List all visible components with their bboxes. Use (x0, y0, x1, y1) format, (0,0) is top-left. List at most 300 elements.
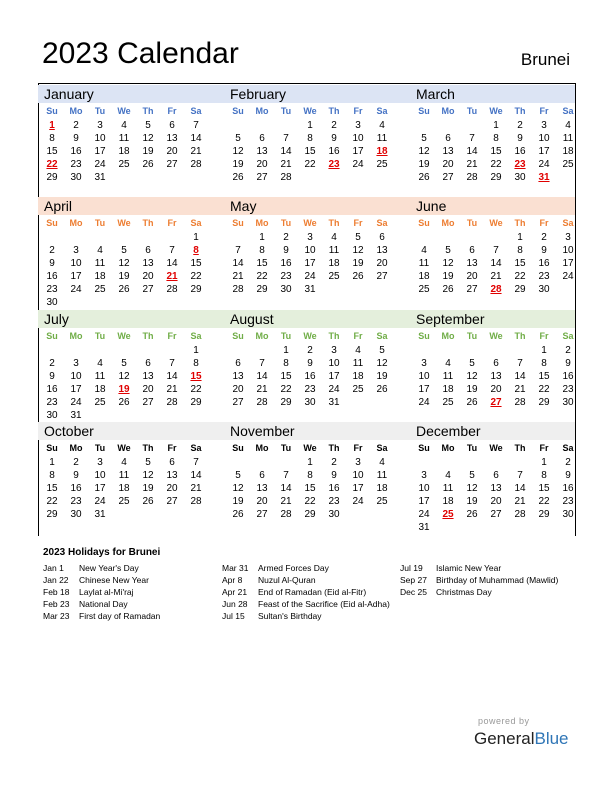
weekday-label: Sa (190, 218, 202, 228)
month-october (40, 422, 212, 521)
holiday-item (43, 610, 213, 622)
day-cell: 31 (94, 172, 106, 183)
day-cell: 1 (193, 345, 199, 356)
day-cell: 25 (94, 397, 106, 408)
month-title: November (230, 423, 295, 439)
day-cell: 4 (379, 120, 385, 131)
day-cell: 5 (379, 345, 385, 356)
day-cell: 6 (235, 358, 241, 369)
day-cell: 6 (145, 358, 151, 369)
empty-cell (136, 231, 160, 244)
holiday-day: 19 (118, 384, 130, 395)
day-cell: 29 (490, 172, 502, 183)
month-may (226, 197, 398, 296)
holiday-name: Chinese New Year (79, 575, 149, 585)
holiday-name: New Year's Day (79, 563, 139, 573)
weekday-label: Su (418, 443, 430, 453)
holiday-item (222, 562, 392, 574)
days-grid (40, 231, 212, 309)
day-cell: 19 (418, 159, 430, 170)
weekday-label: Tu (466, 106, 478, 116)
weekday-label: We (303, 443, 317, 453)
day-cell: 11 (562, 133, 574, 144)
day-cell: 7 (193, 120, 199, 131)
day-cell: 27 (166, 159, 178, 170)
weekday-label: Sa (562, 443, 574, 453)
day-cell: 3 (97, 120, 103, 131)
day-cell: 15 (304, 146, 316, 157)
day-cell: 2 (283, 232, 289, 243)
day-cell: 24 (352, 159, 364, 170)
weekday-label: Th (142, 443, 154, 453)
day-cell: 7 (235, 245, 241, 256)
day-cell: 28 (190, 496, 202, 507)
weekday-label: Th (514, 443, 526, 453)
day-cell: 5 (121, 358, 127, 369)
day-cell: 6 (493, 358, 499, 369)
empty-cell (226, 456, 250, 469)
day-cell: 27 (376, 271, 388, 282)
holiday-date: Jan 22 (43, 575, 69, 585)
day-cell: 17 (538, 146, 550, 157)
day-cell: 8 (283, 358, 289, 369)
weekday-label: Th (514, 331, 526, 341)
day-cell: 17 (70, 384, 82, 395)
generalblue-logo[interactable] (474, 729, 569, 749)
weekday-label: Th (328, 106, 340, 116)
weekday-header (412, 103, 584, 119)
day-cell: 13 (166, 133, 178, 144)
day-cell: 30 (70, 172, 82, 183)
month-november (226, 422, 398, 521)
day-cell: 12 (232, 146, 244, 157)
day-cell: 15 (538, 371, 550, 382)
month-title: June (416, 198, 447, 214)
day-cell: 11 (352, 358, 364, 369)
weekday-label: We (117, 443, 131, 453)
month-december (412, 422, 584, 534)
day-cell: 7 (493, 245, 499, 256)
holiday-day: 28 (490, 284, 502, 295)
month-title: September (416, 311, 485, 327)
empty-cell (112, 231, 136, 244)
day-cell: 14 (166, 371, 178, 382)
day-cell: 12 (466, 483, 478, 494)
day-cell: 10 (352, 133, 364, 144)
weekday-label: Su (232, 106, 244, 116)
weekday-label: Th (328, 218, 340, 228)
day-cell: 12 (142, 470, 154, 481)
day-cell: 10 (328, 358, 340, 369)
holiday-date: Apr 21 (222, 587, 248, 597)
day-cell: 13 (166, 470, 178, 481)
day-cell: 16 (304, 371, 316, 382)
day-cell: 25 (118, 496, 130, 507)
day-cell: 1 (541, 345, 547, 356)
holiday-day: 25 (442, 509, 454, 520)
holiday-date: Jul 15 (222, 611, 245, 621)
day-cell: 21 (190, 146, 202, 157)
day-cell: 1 (541, 457, 547, 468)
day-cell: 27 (166, 496, 178, 507)
day-cell: 21 (232, 271, 244, 282)
day-cell: 7 (283, 133, 289, 144)
weekday-label: Fr (539, 443, 549, 453)
day-cell: 28 (280, 509, 292, 520)
day-cell: 27 (466, 284, 478, 295)
day-cell: 2 (73, 457, 79, 468)
weekday-label: Th (142, 218, 154, 228)
day-cell: 10 (538, 133, 550, 144)
day-cell: 12 (442, 258, 454, 269)
day-cell: 16 (562, 371, 574, 382)
day-cell: 8 (259, 245, 265, 256)
days-grid (412, 119, 584, 184)
empty-cell (460, 456, 484, 469)
month-title: March (416, 86, 455, 102)
day-cell: 8 (193, 358, 199, 369)
day-cell: 29 (538, 509, 550, 520)
weekday-label: Sa (190, 443, 202, 453)
month-april (40, 197, 212, 309)
day-cell: 30 (514, 172, 526, 183)
weekday-label: Sa (190, 331, 202, 341)
day-cell: 20 (466, 271, 478, 282)
day-cell: 1 (193, 232, 199, 243)
day-cell: 5 (235, 133, 241, 144)
holiday-item (43, 586, 213, 598)
weekday-label: Th (514, 106, 526, 116)
day-cell: 27 (232, 397, 244, 408)
day-cell: 5 (355, 232, 361, 243)
holiday-date: Mar 23 (43, 611, 70, 621)
day-cell: 9 (565, 470, 571, 481)
day-cell: 30 (562, 397, 574, 408)
day-cell: 23 (280, 271, 292, 282)
day-cell: 30 (46, 297, 58, 308)
day-cell: 10 (70, 371, 82, 382)
day-cell: 31 (304, 284, 316, 295)
weekday-label: Fr (353, 218, 363, 228)
day-cell: 21 (166, 384, 178, 395)
day-cell: 23 (562, 384, 574, 395)
page-title: 2023 Calendar (42, 37, 239, 70)
day-cell: 29 (280, 397, 292, 408)
weekday-header (412, 215, 584, 231)
day-cell: 8 (541, 470, 547, 481)
day-cell: 18 (118, 146, 130, 157)
day-cell: 16 (538, 258, 550, 269)
day-cell: 21 (190, 483, 202, 494)
weekday-label: Tu (94, 331, 106, 341)
empty-cell (274, 119, 298, 132)
holiday-name: End of Ramadan (Eid al-Fitr) (258, 587, 367, 597)
day-cell: 10 (94, 133, 106, 144)
day-cell: 3 (73, 358, 79, 369)
day-cell: 20 (256, 159, 268, 170)
day-cell: 14 (280, 483, 292, 494)
day-cell: 8 (517, 245, 523, 256)
weekday-label: Fr (539, 106, 549, 116)
day-cell: 14 (232, 258, 244, 269)
day-cell: 6 (169, 120, 175, 131)
day-cell: 22 (514, 271, 526, 282)
day-cell: 14 (190, 470, 202, 481)
holiday-day: 27 (490, 397, 502, 408)
holiday-date: Jan 1 (43, 563, 64, 573)
day-cell: 4 (331, 232, 337, 243)
day-cell: 4 (97, 245, 103, 256)
day-cell: 9 (331, 133, 337, 144)
day-cell: 10 (304, 245, 316, 256)
weekday-label: Mo (441, 106, 455, 116)
day-cell: 27 (442, 172, 454, 183)
day-cell: 16 (514, 146, 526, 157)
empty-cell (508, 344, 532, 357)
day-cell: 7 (469, 133, 475, 144)
day-cell: 26 (118, 284, 130, 295)
day-cell: 8 (307, 133, 313, 144)
holiday-day: 18 (376, 146, 388, 157)
day-cell: 19 (232, 496, 244, 507)
day-cell: 17 (352, 483, 364, 494)
day-cell: 7 (169, 245, 175, 256)
day-cell: 15 (256, 258, 268, 269)
weekday-label: Sa (190, 106, 202, 116)
holiday-item (222, 610, 392, 622)
day-cell: 3 (307, 232, 313, 243)
day-cell: 8 (49, 133, 55, 144)
days-grid (226, 344, 398, 409)
day-cell: 18 (94, 384, 106, 395)
day-cell: 29 (304, 509, 316, 520)
day-cell: 11 (442, 483, 454, 494)
holiday-name: Birthday of Muhammad (Mawlid) (436, 575, 559, 585)
brand-blue: Blue (534, 729, 569, 748)
days-grid (226, 119, 398, 184)
day-cell: 18 (376, 483, 388, 494)
day-cell: 19 (232, 159, 244, 170)
day-cell: 19 (142, 483, 154, 494)
day-cell: 29 (256, 284, 268, 295)
day-cell: 30 (328, 509, 340, 520)
day-cell: 24 (304, 271, 316, 282)
empty-cell (250, 344, 274, 357)
day-cell: 17 (418, 496, 430, 507)
day-cell: 29 (538, 397, 550, 408)
empty-cell (436, 456, 460, 469)
holiday-date: Mar 31 (222, 563, 249, 573)
day-cell: 20 (142, 384, 154, 395)
day-cell: 15 (304, 483, 316, 494)
weekday-label: Mo (69, 331, 83, 341)
day-cell: 14 (256, 371, 268, 382)
holiday-name: Laylat al-Mi'raj (79, 587, 134, 597)
day-cell: 23 (46, 284, 58, 295)
day-cell: 30 (46, 410, 58, 421)
weekday-label: Su (232, 331, 244, 341)
empty-cell (484, 456, 508, 469)
day-cell: 14 (166, 258, 178, 269)
day-cell: 23 (70, 159, 82, 170)
day-cell: 14 (466, 146, 478, 157)
day-cell: 15 (46, 483, 58, 494)
holiday-item (400, 586, 570, 598)
month-title: April (44, 198, 73, 214)
empty-cell (250, 119, 274, 132)
day-cell: 22 (256, 271, 268, 282)
day-cell: 26 (232, 172, 244, 183)
day-cell: 11 (94, 258, 106, 269)
day-cell: 9 (49, 258, 55, 269)
weekday-label: We (117, 106, 131, 116)
weekday-label: Sa (562, 331, 574, 341)
day-cell: 18 (352, 371, 364, 382)
day-cell: 15 (514, 258, 526, 269)
day-cell: 12 (418, 146, 430, 157)
weekday-label: We (117, 218, 131, 228)
day-cell: 28 (166, 397, 178, 408)
day-cell: 4 (97, 358, 103, 369)
day-cell: 31 (328, 397, 340, 408)
holiday-name: First day of Ramadan (79, 611, 161, 621)
holiday-name: National Day (79, 599, 128, 609)
day-cell: 20 (142, 271, 154, 282)
weekday-label: Mo (255, 218, 269, 228)
days-grid (412, 231, 584, 296)
day-cell: 1 (283, 345, 289, 356)
holiday-date: Jun 28 (222, 599, 248, 609)
day-cell: 13 (466, 258, 478, 269)
day-cell: 6 (493, 470, 499, 481)
day-cell: 6 (379, 232, 385, 243)
day-cell: 19 (466, 384, 478, 395)
day-cell: 11 (376, 470, 388, 481)
day-cell: 21 (490, 271, 502, 282)
day-cell: 21 (280, 496, 292, 507)
day-cell: 24 (418, 509, 430, 520)
day-cell: 19 (118, 271, 130, 282)
weekday-label: Sa (562, 218, 574, 228)
weekday-label: Su (418, 218, 430, 228)
day-cell: 29 (190, 284, 202, 295)
day-cell: 1 (259, 232, 265, 243)
day-cell: 12 (232, 483, 244, 494)
day-cell: 21 (280, 159, 292, 170)
day-cell: 8 (49, 470, 55, 481)
holiday-item (400, 562, 570, 574)
day-cell: 18 (118, 483, 130, 494)
day-cell: 30 (70, 509, 82, 520)
empty-cell (226, 231, 250, 244)
day-cell: 10 (418, 483, 430, 494)
day-cell: 20 (232, 384, 244, 395)
day-cell: 11 (376, 133, 388, 144)
day-cell: 9 (283, 245, 289, 256)
day-cell: 29 (190, 397, 202, 408)
weekday-label: Tu (280, 331, 292, 341)
weekday-label: Th (328, 331, 340, 341)
weekday-label: We (303, 218, 317, 228)
weekday-label: Su (232, 443, 244, 453)
holidays-title: 2023 Holidays for Brunei (43, 547, 161, 558)
weekday-header (412, 440, 584, 456)
day-cell: 23 (70, 496, 82, 507)
day-cell: 8 (493, 133, 499, 144)
weekday-label: Tu (466, 331, 478, 341)
weekday-label: Th (328, 443, 340, 453)
day-cell: 9 (517, 133, 523, 144)
day-cell: 1 (307, 120, 313, 131)
day-cell: 26 (466, 509, 478, 520)
weekday-header (40, 440, 212, 456)
day-cell: 4 (355, 345, 361, 356)
empty-cell (40, 344, 64, 357)
day-cell: 13 (142, 258, 154, 269)
day-cell: 14 (190, 133, 202, 144)
day-cell: 6 (259, 133, 265, 144)
weekday-label: Tu (94, 106, 106, 116)
day-cell: 28 (256, 397, 268, 408)
month-title: July (44, 311, 69, 327)
weekday-label: Fr (167, 218, 177, 228)
day-cell: 16 (70, 483, 82, 494)
day-cell: 5 (121, 245, 127, 256)
empty-cell (508, 456, 532, 469)
weekday-label: Tu (466, 443, 478, 453)
day-cell: 2 (307, 345, 313, 356)
day-cell: 8 (307, 470, 313, 481)
day-cell: 12 (352, 245, 364, 256)
days-grid (40, 119, 212, 184)
day-cell: 31 (418, 522, 430, 533)
day-cell: 4 (565, 120, 571, 131)
day-cell: 4 (121, 120, 127, 131)
day-cell: 25 (352, 384, 364, 395)
holiday-date: Sep 27 (400, 575, 427, 585)
empty-cell (412, 231, 436, 244)
weekday-label: We (489, 443, 503, 453)
holiday-day: 15 (190, 371, 202, 382)
day-cell: 17 (304, 258, 316, 269)
day-cell: 2 (541, 232, 547, 243)
day-cell: 28 (166, 284, 178, 295)
holiday-item (43, 598, 213, 610)
weekday-label: Fr (353, 106, 363, 116)
day-cell: 22 (280, 384, 292, 395)
day-cell: 5 (235, 470, 241, 481)
holiday-day: 8 (193, 245, 199, 256)
holiday-name: Islamic New Year (436, 563, 502, 573)
weekday-label: Su (46, 331, 58, 341)
day-cell: 27 (142, 284, 154, 295)
day-cell: 18 (94, 271, 106, 282)
month-july (40, 310, 212, 422)
day-cell: 14 (514, 483, 526, 494)
day-cell: 11 (118, 470, 130, 481)
day-cell: 5 (145, 120, 151, 131)
day-cell: 6 (259, 470, 265, 481)
day-cell: 2 (517, 120, 523, 131)
holiday-day: 22 (46, 159, 58, 170)
holiday-name: Armed Forces Day (258, 563, 329, 573)
day-cell: 17 (70, 271, 82, 282)
day-cell: 20 (166, 483, 178, 494)
day-cell: 7 (169, 358, 175, 369)
day-cell: 18 (442, 384, 454, 395)
day-cell: 21 (514, 496, 526, 507)
holiday-item (43, 562, 213, 574)
